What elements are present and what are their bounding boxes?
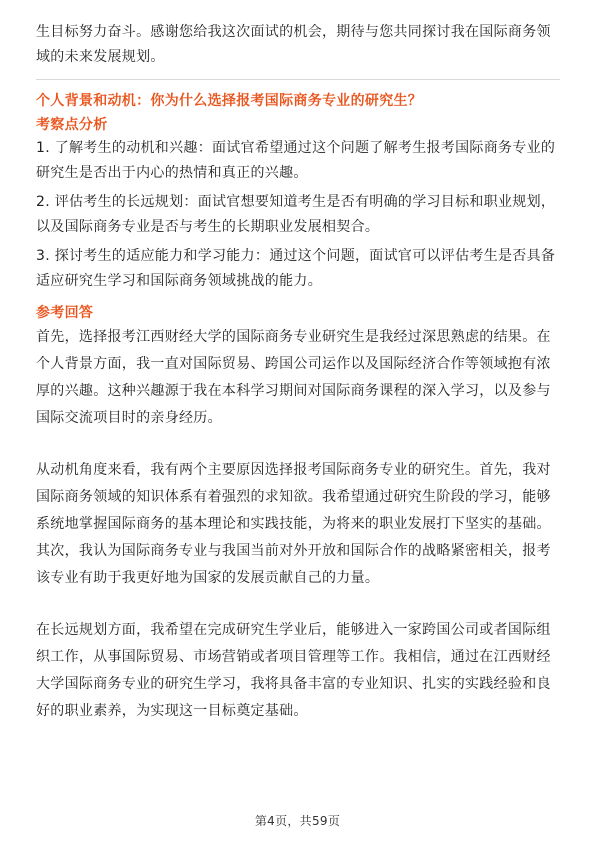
answer-paragraph: 在长远规划方面，我希望在完成研究生学业后，能够进入一家跨国公司或者国际组织工作，从事国际贸易、市场营销或者项目管理等工作。我相信，通过在江西财经大学国际商务专业的研究生学习，我将具备丰富的专业知识、扎实的实践经验和良好的职业素养，为实现这一目标奠定基础。 bbox=[36, 622, 551, 719]
analysis-heading: 考察点分析 bbox=[36, 117, 108, 133]
analysis-item: 1. 了解考生的动机和兴趣：面试官希望通过这个问题了解考生报考国际商务专业的研究生是否出于内心的热情和真正的兴趣。 bbox=[36, 140, 556, 181]
analysis-item: 2. 评估考生的长远规划：面试官想要知道考生是否有明确的学习目标和职业规划，以及国际商务专业是否与考生的长期职业发展相契合。 bbox=[36, 194, 556, 235]
answer-paragraph: 首先，选择报考江西财经大学的国际商务专业研究生是我经过深思熟虑的结果。在个人背景方面，我一直对国际贸易、跨国公司运作以及国际经济合作等领域抱有浓厚的兴趣。这种兴趣源于我在本科学习期间对国际商务课程的深入学习，以及参与国际交流项目时的亲身经历。 bbox=[36, 329, 551, 426]
question-title: 个人背景和动机：你为什么选择报考国际商务专业的研究生？ bbox=[36, 93, 423, 109]
answer-paragraph: 从动机角度来看，我有两个主要原因选择报考国际商务专业的研究生。首先，我对国际商务领域的知识体系有着强烈的求知欲。我希望通过研究生阶段的学习，能够系统地掌握国际商务的基本理论和实践技能，为将来的职业发展打下坚实的基础。其次，我认为国际商务专业与我国当前对外开放和国际合作的战略紧密相关，报考该专业有助于我更好地为国家的发展贡献自己的力量。 bbox=[36, 462, 551, 586]
answer-body bbox=[36, 324, 560, 725]
page-footer: 第4页，共59页 bbox=[254, 814, 341, 828]
intro-paragraph: 生目标努力奋斗。感谢您给我这次面试的机会，期待与您共同探讨我在国际商务领域的未来发展规划。 bbox=[36, 24, 551, 65]
section-divider bbox=[36, 79, 560, 80]
answer-heading: 参考回答 bbox=[36, 305, 94, 321]
analysis-list bbox=[36, 136, 560, 294]
analysis-item: 3. 探讨考生的适应能力和学习能力：通过这个问题，面试官可以评估考生是否具备适应研究生学习和国际商务领域挑战的能力。 bbox=[36, 248, 556, 289]
page-content bbox=[36, 20, 560, 750]
